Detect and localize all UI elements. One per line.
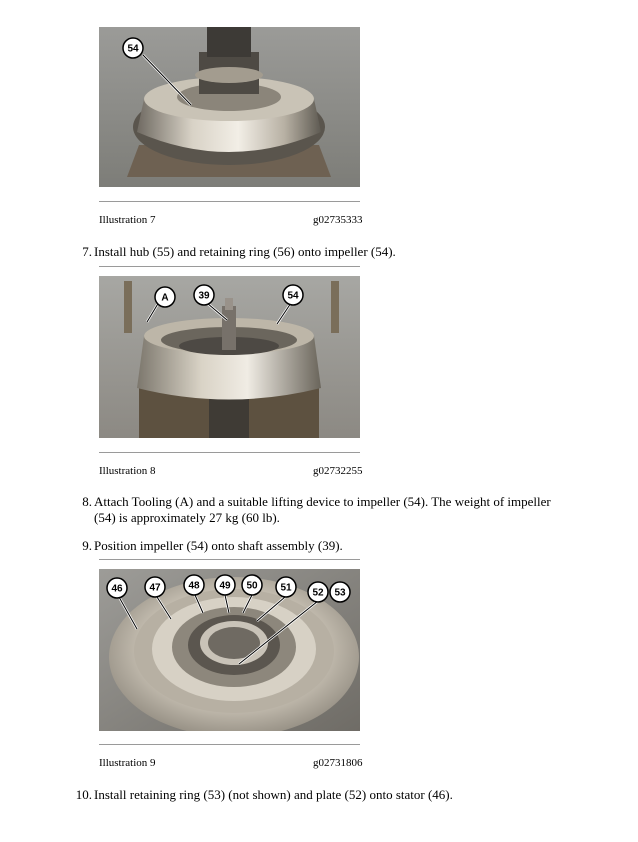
callout-A: [155, 287, 175, 307]
callout-54: [283, 285, 303, 305]
svg-text:39: 39: [198, 290, 210, 302]
illustration-8-callouts: [99, 276, 360, 438]
svg-text:47: 47: [149, 582, 161, 594]
callout-48: [184, 575, 204, 595]
step-number: 7.: [82, 244, 92, 259]
separator-rule: [99, 559, 360, 560]
svg-text:51: 51: [280, 582, 292, 594]
illustration-7-callouts: [99, 27, 360, 187]
callout-52: [308, 582, 328, 602]
callout-47: [145, 577, 165, 597]
svg-text:46: 46: [111, 583, 123, 595]
step-number: 9.: [82, 538, 92, 553]
callout-39: [194, 285, 214, 305]
caption-rule: [99, 452, 360, 453]
caption-rule: [99, 744, 360, 745]
step-text-line-1: Attach Tooling (A) and a suitable lifting device to impeller (54). The weight of impeller: [94, 494, 551, 509]
step-text: Install retaining ring (53) (not shown) and plate (52) onto stator (46).: [94, 787, 453, 802]
callout-54: [123, 38, 143, 58]
callout-53: [330, 582, 350, 602]
illustration-9-callouts: [99, 569, 360, 731]
illustration-9-label: Illustration 9: [99, 757, 156, 769]
separator-rule: [99, 266, 360, 267]
step-text-line-2: (54) is approximately 27 kg (60 lb).: [94, 510, 280, 525]
svg-text:52: 52: [312, 587, 324, 599]
step-number: 8.: [82, 494, 92, 509]
svg-text:53: 53: [334, 587, 346, 599]
step-number: 10.: [75, 787, 92, 802]
illustration-7-label: Illustration 7: [99, 214, 156, 226]
svg-text:48: 48: [188, 580, 200, 592]
illustration-9-code: g02731806: [313, 757, 363, 769]
svg-text:A: A: [161, 292, 169, 304]
callout-46: [107, 578, 127, 598]
callout-49: [215, 575, 235, 595]
illustration-8-code: g02732255: [313, 465, 363, 477]
svg-text:50: 50: [246, 580, 258, 592]
callout-50: [242, 575, 262, 595]
svg-text:54: 54: [287, 290, 299, 302]
callout-51: [276, 577, 296, 597]
step-text: Install hub (55) and retaining ring (56) onto impeller (54).: [94, 244, 396, 259]
svg-text:49: 49: [219, 580, 231, 592]
svg-text:54: 54: [127, 43, 139, 55]
caption-rule: [99, 201, 360, 202]
step-text: Position impeller (54) onto shaft assembly (39).: [94, 538, 343, 553]
illustration-7-code: g02735333: [313, 214, 363, 226]
illustration-8-label: Illustration 8: [99, 465, 156, 477]
